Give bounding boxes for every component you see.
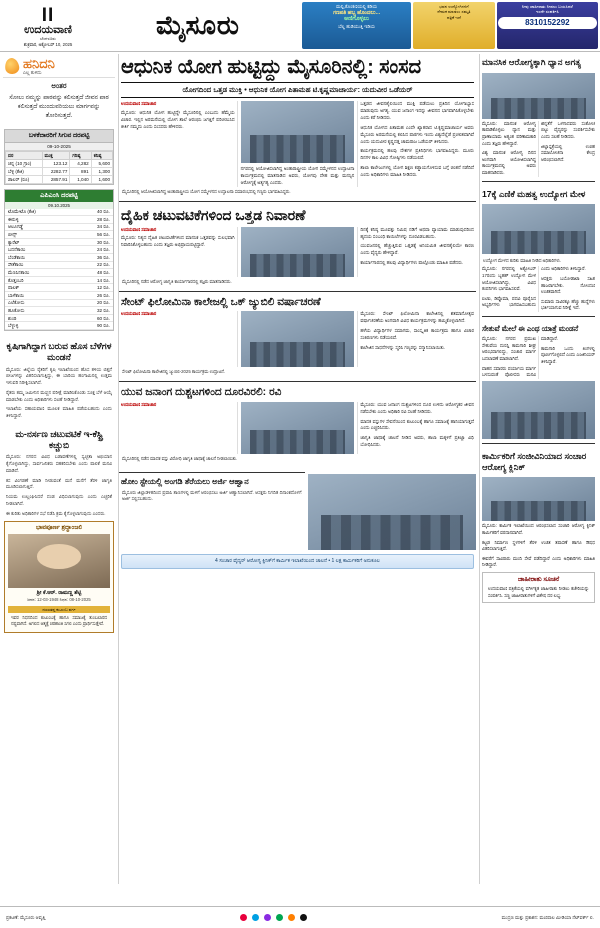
paragraph: ಮೈಸೂರು: ಯುವ ಜನಾಂಗ ದುಶ್ಚಟಗಳಿಂದ ದೂರ ಉಳಿದು ಆರೋಗ್ಯಕರ ಜೀವನ ನಡೆಸಬೇಕು ಎಂದು ಅಧಿಕಾರಿ ರವಿ ಸಲಹೆ ನೀಡಿದರು. xyxy=(360,401,474,414)
cell: ಹೂಕೋಸು xyxy=(5,307,74,315)
table-row xyxy=(6,167,113,175)
cell: 48 ರೂ. xyxy=(74,269,113,277)
byline: ಉದಯವಾಣಿ ಸಮಾಚಾರ xyxy=(121,311,157,317)
mid-bottom-banner[interactable]: 4 ಸಂಚಾರ ವೈದ್ಯರ್ ಆರೋಗ್ಯ ಕ್ಲಿನಿಕ್‌ಗೆ ಕಾರ್ಮಿಕ ಇಲಾಖೆಯಿಂದ ಚಾಲನೆ • 1 ಲಕ್ಷ ಕಾರ್ಮಿಕರಿಗೆ ಅನುಕೂಲ xyxy=(121,554,474,569)
mid-story3-caption: ಸೇಂಟ್ ಫಿಲೋಮಿನಾ ಕಾಲೇಜಿನಲ್ಲಿ ಜ್ಯುಬಿಲಿ-2025 ಕಾರ್ಯಕ್ರಮ ಉದ್ಘಾಟನೆ. xyxy=(122,369,226,375)
market-rates-title: ಬಳಕೆದಾರರಿಗೆ ಸಿಗುವ ದರಪಟ್ಟಿ xyxy=(5,130,113,143)
paragraph: ಆಧುನಿಕ ಯೋಗದ ಪಿತಾಮಹ ಎಂದೇ ಖ್ಯಾತರಾದ ಟಿ.ಕೃಷ್ಣಮಾಚಾರ್ಯ ಅವರು ಮೈಸೂರು ಅರಮನೆಯಲ್ಲಿ ಕಲಿಸಿದ ಪಾಠಗಳು ಇಂದು ವಿಶ್ವದೆಲ್ಲೆಡೆ ಪ್ರಚಲಿತವಾಗಿವೆ ಎಂದು ಯದುವೀರ ಕೃಷ್ಣದತ್ತ ಚಾಮರಾಜ ಒಡೆಯರ್ ತಿಳಿಸಿದರು. xyxy=(360,124,474,144)
hanidani-sub: ಎಲ್ಲ ತುಳಿದು xyxy=(23,70,42,75)
mid-story4-headline: ಯುವ ಜನಾಂಗ ದುಶ್ಚಟಗಳಿಂದ ದೂರವಿರಲಿ: ರವಿ xyxy=(119,381,476,402)
table-row xyxy=(5,314,113,322)
cell: 22 ರೂ. xyxy=(74,261,113,269)
ad-yellow[interactable] xyxy=(413,2,494,49)
paragraph: ಕಸ ವಿಂಗಡಣೆ ಮಾಡಿ ನೀಡುವಂತೆ ಮನೆ ಮನೆಗೆ ತೆರಳಿ ಜಾಗೃತಿ ಮೂಡಿಸಲಾಗುತ್ತಿದೆ. xyxy=(6,477,112,490)
page-footer xyxy=(0,906,600,928)
table-row xyxy=(5,238,113,246)
color-registration-marks xyxy=(240,914,307,921)
cell: ಆಲೂಗಡ್ಡೆ xyxy=(5,223,74,231)
ad-yellow-line1: ಭವನ ಉದ್ಯೋಗಿಗಳಿಗೆ xyxy=(439,4,469,9)
left-story1-title: ಕೃಷಿಗಾಗಿದ್ದಾಗ ಬರುವ ಹೊಸ ಬೆಳೆಗಳ ಮಂಡನೆ xyxy=(6,341,112,363)
right-story2-headline: 17ಕ್ಕೆ ಎಣಿಕೆ ಮಹತ್ವ ಉದ್ಯೋಗ ಮೇಳ xyxy=(482,188,586,199)
hanidani-title: ಹನಿದನಿ xyxy=(23,56,55,71)
cell: ಬದನೆಕಾಯಿ xyxy=(5,246,74,254)
ad-phone[interactable] xyxy=(497,2,598,49)
reg-dot xyxy=(264,914,271,921)
table-row xyxy=(5,276,113,284)
mid-ad-left-title: ಹೋಂ ಸ್ಟೇಯಲ್ಲಿ ಅಂಗಡಿ ತೆರೆಯಲು ಅರ್ಜಿ ಆಹ್ವಾನ xyxy=(119,472,305,490)
obituary-header: ಭಾವಪೂರ್ಣ ಶ್ರದ್ಧಾಂಜಲಿ xyxy=(35,525,83,532)
cell: ಪಾಲಕ್ xyxy=(5,284,74,292)
table-row xyxy=(6,175,113,183)
cell: ಮೆಣಸಿನಕಾಯಿ xyxy=(5,269,74,277)
left-column xyxy=(3,54,115,884)
footer-left-text: ಪ್ರಕಟಣೆ: ಮೈಸೂರು ಆವೃತ್ತಿ xyxy=(6,915,46,920)
market-col-3: ಕನಿಷ್ಠ xyxy=(91,151,112,159)
main-photo xyxy=(241,101,355,163)
reg-dot xyxy=(276,914,283,921)
reg-dot xyxy=(300,914,307,921)
masthead xyxy=(0,0,600,52)
right-story3-body xyxy=(480,336,597,379)
paragraph: ಹಳೆಯ ವಿದ್ಯಾರ್ಥಿಗಳ ಸಮಾಗಮ, ಸಾಂಸ್ಕೃತಿಕ ಕಾರ್ಯಕ್ರಮ ಹಾಗೂ ವಿಚಾರ ಸಂಕಿರಣಗಳು ನಡೆಯಲಿವೆ. xyxy=(360,327,474,340)
mid-story4-body xyxy=(119,402,476,454)
paragraph: ನಿಯಮ ಉಲ್ಲಂಘಿಸಿದರೆ ದಂಡ ವಿಧಿಸಲಾಗುವುದು ಎಂದು ಎಚ್ಚರಿಕೆ ನೀಡಲಾಗಿದೆ. xyxy=(6,494,112,506)
right-story2-caption: ಉದ್ಯೋಗ ಮೇಳದ ಕುರಿತು ಮಾಹಿತಿ ನೀಡಿದ ಅಧಿಕಾರಿಗಳು. xyxy=(483,258,562,264)
ad-ganapathi-highlight: ಗಣಪತಿ ಹಬ್ಬ ಹೊಂದಲು... xyxy=(333,9,381,16)
paragraph: ರೈತರು ತಮ್ಮ ಜಮೀನಿನ ಮಣ್ಣಿನ ಪರೀಕ್ಷೆ ಮಾಡಿಸಿಕೊಂಡು ಸೂಕ್ತ ಬೆಳೆ ಆಯ್ಕೆ ಮಾಡಬೇಕು ಎಂದು ಅಧಿಕಾರಿಗಳು ಸಲಹೆ ನೀಡಿದ್ದಾರೆ. xyxy=(6,389,112,402)
paragraph: ಮೈಸೂರು: ನಗರದ ವಿವಿಧ ಬಡಾವಣೆಗಳಲ್ಲಿ ಸ್ವಚ್ಛತಾ ಅಭಿಯಾನ ಕೈಗೊಳ್ಳಲಾಗಿದ್ದು, ಸಾರ್ವಜನಿಕರು ಸಹಕರಿಸಬೇಕು ಎಂದು ಪಾಲಿಕೆ ಮನವಿ ಮಾಡಿದೆ. xyxy=(6,454,112,473)
mid-story4-caption: ಮೈಸೂರಿನಲ್ಲಿ ನಡೆದ ಮಾದಕ ವಸ್ತು ವಿರೋಧಿ ಜಾಗೃತಿ ಜಾಥಾಕ್ಕೆ ಚಾಲನೆ ನೀಡಲಾಯಿತು. xyxy=(122,455,238,461)
paragraph: ಸುಮಾರು ಸಾವಿರಕ್ಕೂ ಹೆಚ್ಚು ಹುದ್ದೆಗಳು ಭರ್ತಿಯಾಗುವ ನಿರೀಕ್ಷೆ ಇದೆ. xyxy=(541,298,595,311)
right-story4-headline: ಕಾರ್ಮಿಕರಿಗೆ ಸಂಜೀವಿನಿಯಾದ ಸಂಚಾರ ಆರೋಗ್ಯ ಕ್ಲಿನಿಕ್ xyxy=(482,450,587,472)
cell: 36 ರೂ. xyxy=(74,254,113,262)
table-row xyxy=(5,269,113,277)
edition-meta: ಶುಕ್ರವಾರ, ಅಕ್ಟೋಬರ್ 10, 2025 xyxy=(23,42,73,47)
classified-box-text: ಉದಯವಾಣಿ ಪತ್ರಿಕೆಯಲ್ಲಿ ವರ್ಗೀಕೃತ ಜಾಹೀರಾತು ನೀಡಲು ಕಚೇರಿಯನ್ನು ಸಂಪರ್ಕಿಸಿ. ಸಣ್ಣ ಜಾಹೀರಾತುಗಳಿಗೆ ವಿಶೇಷ ದರ ಲಭ್ಯ. xyxy=(488,586,589,598)
cell: 2282.77 xyxy=(42,167,70,175)
mid-story2-body xyxy=(119,227,476,277)
market-col-0: ದರ xyxy=(6,151,43,159)
table-row xyxy=(5,299,113,307)
paragraph: ಮೈಸೂರು: ನಿತ್ಯದ ದೈಹಿಕ ಚಟುವಟಿಕೆಗಳಿಂದ ಮಾನಸಿಕ ಒತ್ತಡವನ್ನು ಸುಲಭವಾಗಿ ನಿವಾರಿಸಿಕೊಳ್ಳಬಹುದು ಎಂದು ತಜ್ಞರು ಅಭಿಪ್ರಾಯಪಟ್ಟಿದ್ದಾರೆ. xyxy=(121,235,235,248)
hanidani-brand xyxy=(3,54,115,78)
cell: 4,282 xyxy=(70,159,91,167)
mid-story3-headline: ಸೇಂಟ್ ಫಿಲೋಮಿನಾ ಕಾಲೇಜಲ್ಲಿ ಒಕ್ ಜ್ಯುಬಿಲಿ ವರ್ಷಾಚರಣೆ xyxy=(119,291,476,312)
vegetable-rates-panel xyxy=(4,189,114,332)
mid-story3-photo xyxy=(241,311,355,367)
cell: 1,600 xyxy=(91,175,112,183)
cell: ಡಾಲರ್ (ರೂ) xyxy=(6,175,43,183)
veg-table xyxy=(5,209,113,331)
classified-box-title: ಜಾಹೀರಾತು ಸೂಚನೆ xyxy=(517,576,560,584)
byline: ಉದಯವಾಣಿ ಸಮಾಚಾರ xyxy=(121,101,157,107)
cell: ಕೊತ್ತಂಬರಿ xyxy=(5,276,74,284)
obituary-photo xyxy=(8,534,110,588)
masthead-ads xyxy=(300,0,600,51)
paragraph: ಕಾರ್ಯಕ್ರಮದಲ್ಲಿ ಹಲವು ದೇಶಗಳ ಪ್ರತಿನಿಧಿಗಳು ಭಾಗವಹಿಸಿದ್ದರು. ಮೂರು ದಿನಗಳ ಕಾಲ ವಿವಿಧ ಗೋಷ್ಠಿಗಳು ನಡೆಯಲಿವೆ. xyxy=(360,148,474,161)
cell: 20 ರೂ. xyxy=(74,299,113,307)
mid-ad-left-text: ಮೈಸೂರು ಜಿಲ್ಲಾಡಳಿತದಿಂದ ಪ್ರವಾಸಿ ತಾಣಗಳಲ್ಲಿ ಮಳಿಗೆ ಆರಂಭಿಸಲು ಅರ್ಜಿ ಆಹ್ವಾನಿಸಲಾಗಿದೆ. ಆಸಕ್ತರು ನಿಗದಿತ ದಿನಾಂಕದೊಳಗೆ ಅರ್ಜಿ ಸಲ್ಲಿಸಬಹುದು. xyxy=(122,489,302,502)
paragraph: ಮೈಸೂರು: ಆಧುನಿಕ ಯೋಗ ಹುಟ್ಟಿದ್ದೇ ಮೈಸೂರಿನಲ್ಲಿ ಎಂಬುದು ಹೆಮ್ಮೆಯ ವಿಚಾರ. ಇಲ್ಲಿನ ಅರಮನೆಯಲ್ಲಿ ಯೋಗ ಶಾಲೆ ಆರಂಭಿಸಿ ಜಗತ್ತಿಗೆ ಪರಿಚಯಿಸಿದ ಕೀರ್ತಿ ನಮ್ಮದು ಎಂದು ಸಂಸದರು ಹೇಳಿದರು. xyxy=(121,110,235,129)
table-row xyxy=(5,322,113,330)
mid-ad-right-photo xyxy=(308,468,476,550)
main-subhead: ಯೋಗದಿಂದ ಒತ್ತಡ ಮುಕ್ತಿ • ಆಧುನಿಕ ಯೋಗ ಪಿತಾಮಹ ಟಿ.ಕೃಷ್ಣಮಾಚಾರ್ಯ: ಯದುವೀರ ಒಡೆಯರ್ xyxy=(121,82,474,98)
byline: ಉದಯವಾಣಿ ಸಮಾಚಾರ xyxy=(121,401,157,407)
paragraph: ಖಿನ್ನತೆಗೆ ಒಳಗಾದವರು ಸಂಕೋಚ ಬಿಟ್ಟು ವೈದ್ಯರನ್ನು ಸಂಪರ್ಕಿಸಬೇಕು ಎಂದು ಸಲಹೆ ನೀಡಿದರು. xyxy=(541,120,595,139)
paragraph: ಒತ್ತಡದ ಜೀವನಶೈಲಿಯಿಂದ ಮುಕ್ತಿ ಪಡೆಯಲು ಪ್ರತಿದಿನ ಯೋಗಾಭ್ಯಾಸ ಮಾಡುವುದು ಅಗತ್ಯ. ಯುವ ಜನಾಂಗ ಇದನ್ನು ಜೀವನದ ಭಾಗವಾಗಿಸಿಕೊಳ್ಳಬೇಕು ಎಂದು ಕರೆ ನೀಡಿದರು. xyxy=(360,101,474,121)
paragraph: ಮೈಸೂರು: ಮಾನಸಿಕ ಆರೋಗ್ಯ ಕಾಪಾಡಿಕೊಳ್ಳಲು ಧ್ಯಾನ ಮತ್ತು ಪ್ರಾಣಾಯಾಮ ಅತ್ಯಂತ ಪರಿಣಾಮಕಾರಿ ಎಂದು ತಜ್ಞರು ಹೇಳಿದ್ದಾರೆ. xyxy=(482,120,536,146)
table-row xyxy=(6,159,113,167)
page-body xyxy=(0,52,600,884)
obituary-card xyxy=(4,521,114,633)
veg-date: 09.10.2025 xyxy=(5,202,113,209)
cell: ಕ್ಯಾರೆಟ್ xyxy=(5,238,74,246)
table-row xyxy=(5,307,113,315)
ad-ganapathi-line1: ಮಲ್ಪಿ,ಕೊಂಕಣಿಯಲ್ಲಿ ಕಡಿಯ xyxy=(336,4,378,9)
paragraph: ಶಾಲಾ ಕಾಲೇಜುಗಳಲ್ಲಿ ಯೋಗ ಶಿಕ್ಷಣ ಕಡ್ಡಾಯಗೊಳಿಸುವ ಬಗ್ಗೆ ಚಿಂತನೆ ನಡೆದಿದೆ ಎಂದು ಅಧಿಕಾರಿಗಳು ಮಾಹಿತಿ ನೀಡಿದರು. xyxy=(360,165,474,177)
cell: 1,040 xyxy=(70,175,91,183)
market-rates-panel xyxy=(4,129,114,185)
paragraph: ಮೈಸೂರು: ನಗರದ ಪ್ರಮುಖ ಸೇತುವೆಯ ದುರಸ್ತಿ ಕಾಮಗಾರಿ ಶೀಘ್ರ ಆರಂಭವಾಗಲಿದ್ದು, ಸಂಚಾರ ಮಾರ್ಗ ಬದಲಾವಣೆ ಮಾಡಲಾಗಿದೆ. xyxy=(482,336,536,362)
right-story4-body xyxy=(480,523,597,569)
cell: ಈರುಳ್ಳಿ xyxy=(5,216,74,224)
paragraph: ಯುವಜನರಲ್ಲಿ ಹೆಚ್ಚುತ್ತಿರುವ ಒತ್ತಡಕ್ಕೆ ಅನಿಯಮಿತ ಜೀವನಶೈಲಿಯೇ ಕಾರಣ ಎಂದು ವೈದ್ಯರು ಹೇಳಿದ್ದಾರೆ. xyxy=(360,243,474,256)
left-story1-body xyxy=(3,367,115,420)
right-story1-headline: ಮಾನಸಿಕ ಆರೋಗ್ಯಕ್ಕಾಗಿ ಧ್ಯಾನ ಅಗತ್ಯ xyxy=(482,57,581,67)
reg-dot xyxy=(252,914,259,921)
paragraph: ಮೈಸೂರು: ಜಿಲ್ಲೆಯ ರೈತರಿಗೆ ಕೃಷಿ ಇಲಾಖೆಯಿಂದ ಹೊಸ ತಳಿಯ ಬಿತ್ತನೆ ಬೀಜಗಳನ್ನು ವಿತರಿಸಲಾಗುತ್ತಿದ್ದು, ಈ ಬಾರಿಯ ಹಂಗಾಮಿನಲ್ಲಿ ಉತ್ತಮ ಇಳುವರಿ ನಿರೀಕ್ಷಿಸಲಾಗಿದೆ. xyxy=(6,366,112,385)
cell: 40 ರೂ. xyxy=(74,209,113,216)
right-story3-headline: ಸೇತುವೆ ಮೇಲೆ ಈ ಎಂಥ ಯಾತ್ರೆ ಮಂಡನೆ xyxy=(482,324,579,334)
paragraph: ಆಸಕ್ತರು ಬಯೋಡಾಟಾ ಸಹಿತ ಹಾಜರಾಗಬೇಕು. ನೋಂದಣಿ ಉಚಿತವಾಗಿದೆ. xyxy=(541,275,595,295)
paragraph: ಮೈಸೂರು: ಕಾರ್ಮಿಕ ಇಲಾಖೆಯಿಂದ ಆರಂಭಿಸಲಾದ ಸಂಚಾರಿ ಆರೋಗ್ಯ ಕ್ಲಿನಿಕ್ ಕಾರ್ಮಿಕರಿಗೆ ವರದಾನವಾಗಿದೆ. xyxy=(482,523,595,535)
page-title: ಮೈಸೂರು xyxy=(156,9,240,40)
cell: 90 ರೂ. xyxy=(74,322,113,330)
market-col-1: ಮುಕ್ತ xyxy=(42,151,70,159)
table-row xyxy=(5,223,113,231)
ad-ganapathi-line2: ಬೆಲ್ಲ ಹುಡಿಯುತ್ತಿ ಇಡಿಯ xyxy=(338,23,376,29)
water-drop-icon xyxy=(4,57,20,75)
main-story-body xyxy=(119,101,476,186)
cell: ಸೌತೆಕಾಯಿ xyxy=(5,261,74,269)
ad-phone-line2: ಇಂದೇ ಸಂಪರ್ಕಿಸಿ xyxy=(535,9,559,15)
paragraph: ವಿಶ್ವ ಮಾನಸಿಕ ಆರೋಗ್ಯ ದಿನದ ಅಂಗವಾಗಿ ಆಯೋಜಿಸಲಾಗಿದ್ದ ಕಾರ್ಯಕ್ರಮದಲ್ಲಿ ಅವರು ಮಾತನಾಡಿದರು. xyxy=(482,150,536,175)
middle-column xyxy=(118,54,476,884)
paragraph: ಜಾಗೃತಿ ಜಾಥಾಕ್ಕೆ ಚಾಲನೆ ನೀಡಿದ ಅವರು, ಶಾಲಾ ಮಕ್ಕಳಿಗೆ ಪ್ರತಿಜ್ಞಾ ವಿಧಿ ಬೋಧಿಸಿದರು. xyxy=(360,435,474,448)
mid-story2-caption: ಮೈಸೂರಿನಲ್ಲಿ ನಡೆದ ಆರೋಗ್ಯ ಜಾಗೃತಿ ಕಾರ್ಯಾಗಾರದಲ್ಲಿ ತಜ್ಞರು ಮಾತನಾಡಿದರು. xyxy=(122,278,232,284)
reg-dot xyxy=(288,914,295,921)
cell: 28 ರೂ. xyxy=(74,216,113,224)
logo-name: ಉದಯವಾಣಿ xyxy=(24,23,72,36)
obituary-name: ಶ್ರೀ ಕೆ.ಆರ್. ರಾಮಣ್ಣ ಶೆಟ್ಟಿ xyxy=(36,590,82,597)
main-photo-caption: ಮೈಸೂರಿನಲ್ಲಿ ಆಯೋಜಿಸಲಾಗಿದ್ದ ಅಂತಾರಾಷ್ಟ್ರೀಯ ಯೋಗ ಸಮ್ಮೇಳನದ ಉದ್ಘಾಟನಾ ಸಮಾರಂಭದಲ್ಲಿ ಗಣ್ಯರು ಭಾಗವಹಿಸಿದ್ದರು. xyxy=(122,188,291,194)
cell: ಬೀನ್ಸ್ xyxy=(5,231,74,239)
cell: 1,300 xyxy=(91,167,112,175)
reg-dot xyxy=(240,914,247,921)
cell: 34 ರೂ. xyxy=(74,223,113,231)
table-row xyxy=(5,209,113,216)
mid-ad-left[interactable] xyxy=(119,468,305,550)
mid-story2-photo xyxy=(241,227,355,277)
footer-right-text: ಮುದ್ರಣ ಮತ್ತು ಪ್ರಕಾಶನ: ಮಣಿಪಾಲ ಮೀಡಿಯಾ ನೆಟ್‌ವರ್ಕ್ ಲಿ. xyxy=(501,915,594,920)
mid-story3-body xyxy=(119,311,476,367)
table-row xyxy=(5,261,113,269)
right-story3-photo xyxy=(482,381,595,439)
cell: ಬೆಳ್ಳಿ (ಕೆಜಿ) xyxy=(6,167,43,175)
cell: 60 ರೂ. xyxy=(74,314,113,322)
table-row xyxy=(5,284,113,292)
cell: 56 ರೂ. xyxy=(74,231,113,239)
cell: 123.12 xyxy=(42,159,70,167)
cell: 24 ರೂ. xyxy=(74,246,113,254)
right-story4-photo xyxy=(482,477,595,521)
edition-title xyxy=(96,0,300,51)
cell: ಎಲೆಕೋಸು xyxy=(5,299,74,307)
obituary-text: ಇವರ ನಿಧನದಿಂದ ಕುಟುಂಬಕ್ಕೆ ಹಾಗೂ ಸಮಾಜಕ್ಕೆ ತುಂಬಲಾರದ ನಷ್ಟವಾಗಿದೆ. ಅಗಲಿದ ಆತ್ಮಕ್ಕೆ ಚಿರಶಾಂತಿ ಸಿಗಲಿ ಎಂದು ಪ್ರಾರ್ಥಿಸುತ್ತೇವೆ. xyxy=(11,614,107,626)
cell: 30 ರೂ. xyxy=(74,238,113,246)
ad-ganapathi[interactable] xyxy=(302,2,411,49)
classified-box[interactable] xyxy=(482,572,595,603)
cell: 5,600 xyxy=(91,159,112,167)
paragraph: ವಾಹನ ಸವಾರರು ಪರ್ಯಾಯ ಮಾರ್ಗ ಬಳಸುವಂತೆ ಪೊಲೀಸರು ಮನವಿ ಮಾಡಿದ್ದಾರೆ. xyxy=(482,336,558,378)
publication-logo[interactable] xyxy=(0,0,96,51)
paragraph: ನಗರದಲ್ಲಿ ಆಯೋಜಿಸಲಾಗಿದ್ದ ಅಂತಾರಾಷ್ಟ್ರೀಯ ಯೋಗ ಸಮ್ಮೇಳನದ ಉದ್ಘಾಟನಾ ಕಾರ್ಯಕ್ರಮದಲ್ಲಿ ಮಾತನಾಡಿದ ಅವರು, ಯೋಗವು ದೇಹ ಮತ್ತು ಮನಸ್ಸಿನ ಆರೋಗ್ಯಕ್ಕೆ ಅತ್ಯಗತ್ಯ ಎಂದರು. xyxy=(240,166,355,186)
cell: 32 ರೂ. xyxy=(74,307,113,315)
cell: ಟೊಮೇಟೊ (ಕೆಜಿ) xyxy=(5,209,74,216)
cell: ಚಿನ್ನ (10 ಗ್ರಾಂ) xyxy=(6,159,43,167)
divider xyxy=(482,316,595,317)
veg-title: ಎಪಿಎಂಸಿ ದರಪಟ್ಟಿ xyxy=(5,190,113,202)
cell: 2857.91 xyxy=(42,175,70,183)
logo-glyph: II xyxy=(41,4,55,26)
paragraph: ಈವರೆಗೆ ಸಾವಿರಾರು ಮಂದಿ ಸೇವೆ ಪಡೆದಿದ್ದಾರೆ ಎಂದು ಅಧಿಕಾರಿಗಳು ಮಾಹಿತಿ ನೀಡಿದ್ದಾರೆ. xyxy=(482,555,595,568)
table-row xyxy=(5,246,113,254)
cell: ಬೆಳ್ಳುಳ್ಳಿ xyxy=(5,322,74,330)
table-row xyxy=(5,254,113,262)
market-rates-date: 09-10-2025 xyxy=(5,143,113,151)
cell: 891 xyxy=(70,167,91,175)
right-column xyxy=(479,54,597,884)
cell: ಬೆಂಡೆಕಾಯಿ xyxy=(5,254,74,262)
paragraph: ಕಟ್ಟಡ ನಿರ್ಮಾಣ ಸ್ಥಳಗಳಿಗೆ ತೆರಳಿ ಉಚಿತ ತಪಾಸಣೆ ಹಾಗೂ ಔಷಧ ವಿತರಿಸಲಾಗುತ್ತಿದೆ. xyxy=(482,539,595,552)
paragraph: ಕಾರ್ಯಾಗಾರದಲ್ಲಿ ಹಲವು ವಿದ್ಯಾರ್ಥಿಗಳು ಪಾಲ್ಗೊಂಡು ಮಾಹಿತಿ ಪಡೆದರು. xyxy=(360,260,464,266)
cell: ಶುಂಠಿ xyxy=(5,314,74,322)
right-story1-body xyxy=(480,121,597,177)
divider xyxy=(482,181,595,182)
mid-story4-photo xyxy=(241,402,355,454)
quote-text: ಸೋಲು ನಮ್ಮನ್ನು ಪಾಠವನ್ನು ಕಲಿಸುತ್ತದೆ ಜೀವನ ಪಾಠ ಕಲಿಸುತ್ತದೆ ಮುಂದುವರಿಯಲು ಮಾರ್ಗವನ್ನು ತೋರಿಸುತ್ತದೆ. xyxy=(9,94,109,119)
paragraph: ಕಾಮಗಾರಿ ಒಂದು ತಿಂಗಳಲ್ಲಿ ಪೂರ್ಣಗೊಳ್ಳಲಿದೆ ಎಂದು ಎಂಜಿನಿಯರ್ ತಿಳಿಸಿದ್ದಾರೆ. xyxy=(541,345,595,365)
paragraph: ಈ ಕುರಿತು ಅಧಿಕಾರಿಗಳ ಸಭೆ ನಡೆಸಿ ಕ್ರಮ ಕೈಗೊಳ್ಳಲಾಗುವುದು ಎಂದರು. xyxy=(6,510,106,516)
paragraph: ಜಿಲ್ಲಾಸ್ಪತ್ರೆಯಲ್ಲಿ ಉಚಿತ ಸಮಾಲೋಚನಾ ಕೇಂದ್ರ ಆರಂಭಿಸಲಾಗಿದೆ. xyxy=(541,143,595,162)
paragraph: ಇಲಾಖೆಯ ಸಹಾಯವಾಣಿ ಮೂಲಕ ಮಾಹಿತಿ ಪಡೆಯಬಹುದು ಎಂದು ತಿಳಿಸಿದ್ದಾರೆ. xyxy=(6,406,112,418)
byline: ಉದಯವಾಣಿ ಸಮಾಚಾರ xyxy=(121,226,157,232)
left-story2-title: ಮ-ನರ್ಸಣ ಚಟುವಟಿಕೆ ಇ-ಕೆಸ್ಟ್ರಿ ಕಚ್ಚುಬಿ xyxy=(15,428,103,450)
ad-ganapathi-green: ಅಣಿಗೊಳ್ಳಲು xyxy=(344,16,370,23)
market-col-2: ಗರಿಷ್ಠ xyxy=(70,151,91,159)
table-row xyxy=(5,216,113,224)
ad-phone-number[interactable]: 8310152292 xyxy=(498,17,597,29)
paragraph: ಮಾದಕ ವಸ್ತುಗಳ ಸೇವನೆಯಿಂದ ಕುಟುಂಬಕ್ಕೆ ಹಾಗೂ ಸಮಾಜಕ್ಕೆ ಹಾನಿಯಾಗುತ್ತದೆ ಎಂದು ಎಚ್ಚರಿಸಿದರು. xyxy=(360,418,474,431)
cell: 14 ರೂ. xyxy=(74,276,113,284)
ad-phone-line1: ನೀವು ಜಾಹೀರಾತು ನೀಡಲು ಬಯಸಿದರೆ xyxy=(521,4,573,9)
ad-yellow-line3: ಪತ್ರಿಕೆ ಇದೆ xyxy=(447,14,461,20)
cell: 12 ರೂ. xyxy=(74,284,113,292)
quote-block xyxy=(3,78,115,125)
obituary-family: ದುಃಖತಪ್ತ ಕುಟುಂಬ ವರ್ಗ xyxy=(8,606,110,613)
logo-sub: ಬೆಂಗಳೂರು xyxy=(40,36,56,42)
paragraph: ದಿನಕ್ಕೆ ಕನಿಷ್ಠ ಮೂವತ್ತು ನಿಮಿಷ ನಡಿಗೆ ಅಥವಾ ವ್ಯಾಯಾಮ ಮಾಡುವುದರಿಂದ ಹೃದಯ ಸಂಬಂಧಿ ಕಾಯಿಲೆಗಳನ್ನು ದೂರವಿಡಬಹುದು. xyxy=(360,226,474,239)
table-row xyxy=(5,231,113,239)
market-rates-table xyxy=(5,151,113,184)
cell: ಬಾಳೆಕಾಯಿ xyxy=(5,292,74,300)
left-story2-body xyxy=(3,454,115,517)
cell: 26 ರೂ. xyxy=(74,292,113,300)
mid-story2-headline: ದೈಹಿಕ ಚಟುವಟಿಕೆಗಳಿಂದ ಒತ್ತಡ ನಿವಾರಣೆ xyxy=(119,201,476,227)
right-story1-photo xyxy=(482,73,595,119)
paragraph: ಐಟಿಐ, ಡಿಪ್ಲೊಮಾ, ಪದವಿ ಪೂರೈಸಿದ ಅಭ್ಯರ್ಥಿಗಳು ಭಾಗವಹಿಸಬಹುದು ಎಂದು ಅಧಿಕಾರಿಗಳು ತಿಳಿಸಿದ್ದಾರೆ. xyxy=(482,266,586,308)
quote-heading: ಅಂತರ xyxy=(51,83,67,90)
table-row xyxy=(5,292,113,300)
obituary-dates: ಜನನ: 12-03-1948 ನಿಧನ: 08-10-2025 xyxy=(27,597,91,603)
paragraph: ಮೈಸೂರು: ನಗರದಲ್ಲಿ ಅಕ್ಟೋಬರ್ 17ರಂದು ಬೃಹತ್ ಉದ್ಯೋಗ ಮೇಳ ಆಯೋಜಿಸಲಾಗಿದ್ದು, ವಿವಿಧ ಕಂಪನಿಗಳು ಭಾಗವಹಿಸಲಿವೆ. xyxy=(482,266,536,292)
paragraph: ಕಾಲೇಜಿನ ಸಾಧನೆಗಳನ್ನು ಸ್ಮರಿಸಿ ಗಣ್ಯರನ್ನು ಸನ್ಮಾನಿಸಲಾಯಿತು. xyxy=(360,344,446,350)
ad-yellow-line2: ನೇಮಕ ಮಾಡಲು ಸಮ್ಮತಿ xyxy=(437,9,471,15)
right-story2-photo xyxy=(482,204,595,254)
main-headline: ಆಧುನಿಕ ಯೋಗ ಹುಟ್ಟಿದ್ದು ಮೈಸೂರಿನಲ್ಲಿ: ಸಂಸದ xyxy=(121,56,422,78)
paragraph: ಮೈಸೂರು: ಸೇಂಟ್ ಫಿಲೋಮಿನಾ ಕಾಲೇಜಿನಲ್ಲಿ ಶತಮಾನೋತ್ಸವ ವರ್ಷಾಚರಣೆಯ ಅಂಗವಾಗಿ ವಿವಿಧ ಕಾರ್ಯಕ್ರಮಗಳನ್ನು ಹಮ್ಮಿಕೊಳ್ಳಲಾಗಿದೆ. xyxy=(360,311,474,324)
right-story2-body xyxy=(480,266,597,312)
divider xyxy=(482,443,595,444)
